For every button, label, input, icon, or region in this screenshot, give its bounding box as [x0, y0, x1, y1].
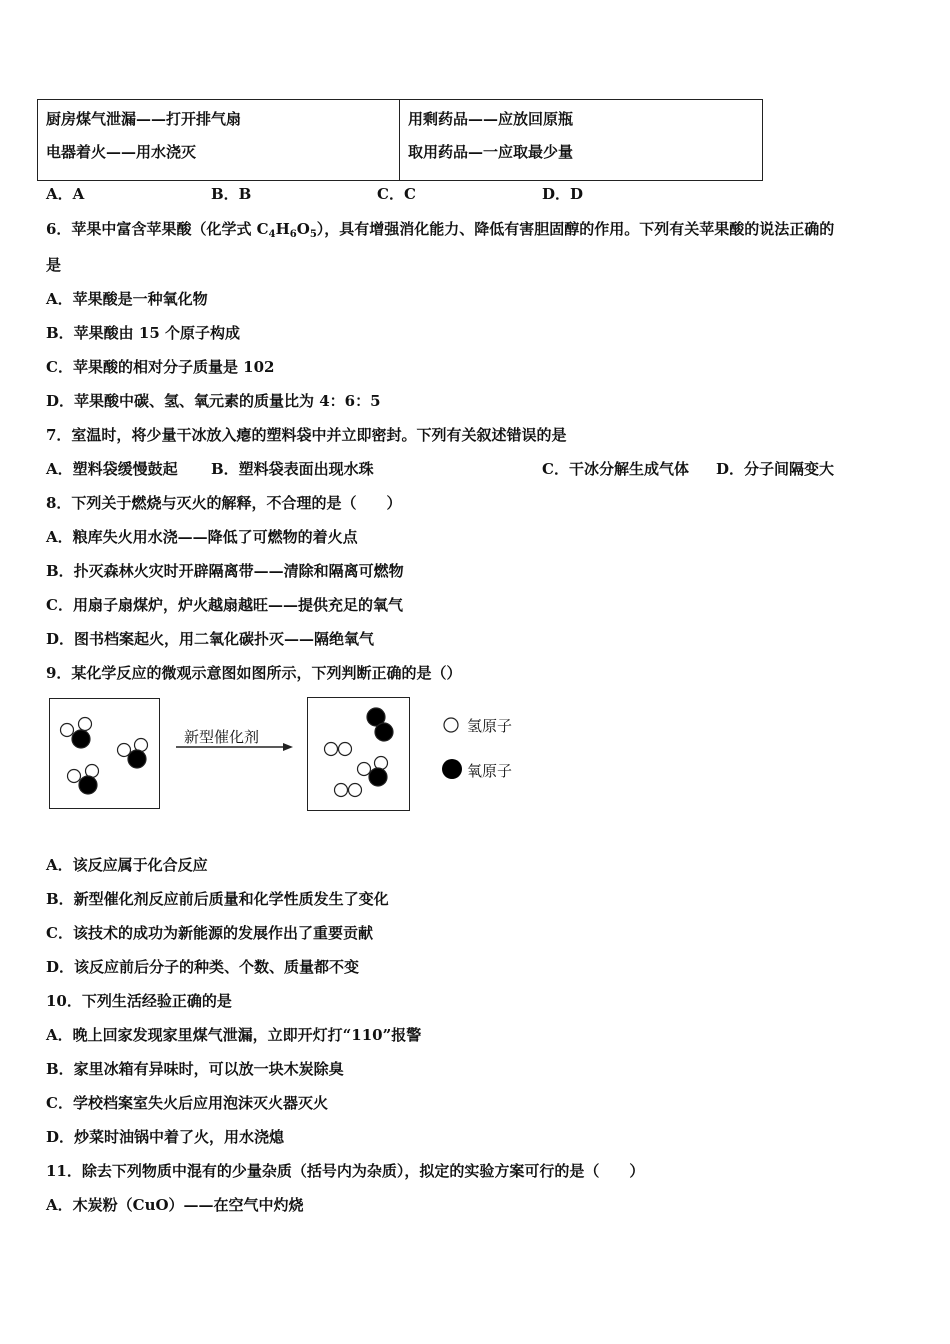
q5-option-b[interactable]: B．B [211, 185, 252, 203]
oxygen-atom [375, 723, 393, 741]
table-divider [399, 100, 400, 180]
table-cell: 取用药品—一应取最少量 [408, 143, 574, 161]
hydrogen-legend-label: 氢原子 [467, 717, 513, 735]
oxygen-atom [79, 776, 97, 794]
hydrogen-atom [68, 770, 81, 783]
q6-stem-line2: 是 [46, 256, 62, 274]
q8-option-b[interactable]: B．扑灭森林火灾时开辟隔离带——清除和隔离可燃物 [46, 562, 404, 580]
q11-stem: 11．除去下列物质中混有的少量杂质（括号内为杂质），拟定的实验方案可行的是（ ） [46, 1162, 645, 1180]
q10-option-b[interactable]: B．家里冰箱有异味时，可以放一块木炭除臭 [46, 1060, 344, 1078]
q5-option-c[interactable]: C．C [377, 185, 416, 203]
products-molecules [307, 697, 410, 811]
q11-option-a[interactable]: A．木炭粉（CuO）——在空气中灼烧 [46, 1196, 304, 1214]
q10-option-d[interactable]: D．炒菜时油锅中着了火，用水浇熄 [46, 1128, 285, 1146]
q7-option-c[interactable]: C．干冰分解生成气体 [542, 460, 689, 478]
q6-stem: 6．苹果中富含苹果酸（化学式 $C_4H_6O_5$），具有增强消化能力、降低有害胆固醇的作用。下列有关苹果酸的说法正确的 [46, 220, 835, 240]
hydrogen-atom [335, 784, 348, 797]
hydrogen-atom [339, 743, 352, 756]
table-cell: 电器着火——用水浇灭 [46, 143, 197, 161]
options-table [37, 99, 763, 181]
oxygen-legend-label: 氧原子 [467, 762, 513, 780]
catalyst-label: 新型催化剂 [184, 728, 260, 746]
table-cell: 厨房煤气泄漏——打开排气扇 [46, 110, 242, 128]
q7-option-a[interactable]: A．塑料袋缓慢鼓起 [46, 460, 178, 478]
hydrogen-atom [358, 763, 371, 776]
q7-stem: 7．室温时，将少量干冰放入瘪的塑料袋中并立即密封。下列有关叙述错误的是 [46, 426, 567, 444]
q9-option-a[interactable]: A．该反应属于化合反应 [46, 856, 208, 874]
q8-option-d[interactable]: D．图书档案起火，用二氧化碳扑灭——隔绝氧气 [46, 630, 375, 648]
oxygen-atom [369, 768, 387, 786]
hydrogen-legend-icon [442, 716, 460, 734]
q9-option-c[interactable]: C．该技术的成功为新能源的发展作出了重要贡献 [46, 924, 373, 942]
q6-option-c[interactable]: C．苹果酸的相对分子质量是 102 [46, 358, 275, 376]
q10-option-c[interactable]: C．学校档案室失火后应用泡沫灭火器灭火 [46, 1094, 328, 1112]
reaction-arrow-icon [175, 740, 295, 754]
q7-option-b[interactable]: B．塑料袋表面出现水珠 [211, 460, 374, 478]
q9-option-d[interactable]: D．该反应前后分子的种类、个数、质量都不变 [46, 958, 360, 976]
q8-option-a[interactable]: A．粮库失火用水浇——降低了可燃物的着火点 [46, 528, 358, 546]
q6-option-b[interactable]: B．苹果酸由 15 个原子构成 [46, 324, 240, 342]
q8-stem: 8．下列关于燃烧与灭火的解释，不合理的是（ ） [46, 494, 402, 512]
q9-stem: 9．某化学反应的微观示意图如图所示，下列判断正确的是（） [46, 664, 462, 682]
oxygen-atom [72, 730, 90, 748]
hydrogen-atom [61, 724, 74, 737]
table-cell: 用剩药品——应放回原瓶 [408, 110, 574, 128]
q9-option-b[interactable]: B．新型催化剂反应前后质量和化学性质发生了变化 [46, 890, 389, 908]
reactants-molecules [49, 698, 160, 809]
q8-option-c[interactable]: C．用扇子扇煤炉，炉火越扇越旺——提供充足的氧气 [46, 596, 403, 614]
q7-option-d[interactable]: D．分子间隔变大 [716, 460, 835, 478]
q6-option-d[interactable]: D．苹果酸中碳、氢、氧元素的质量比为 4：6：5 [46, 392, 381, 410]
q6-option-a[interactable]: A．苹果酸是一种氧化物 [46, 290, 208, 308]
hydrogen-atom [349, 784, 362, 797]
oxygen-legend-icon [441, 758, 463, 780]
oxygen-atom [128, 750, 146, 768]
hydrogen-atom [79, 718, 92, 731]
hydrogen-atom [325, 743, 338, 756]
q10-stem: 10．下列生活经验正确的是 [46, 992, 232, 1010]
q5-option-d[interactable]: D．D [542, 185, 584, 203]
q10-option-a[interactable]: A．晚上回家发现家里煤气泄漏，立即开灯打“110”报警 [46, 1026, 422, 1044]
q5-option-a[interactable]: A．A [46, 185, 85, 203]
